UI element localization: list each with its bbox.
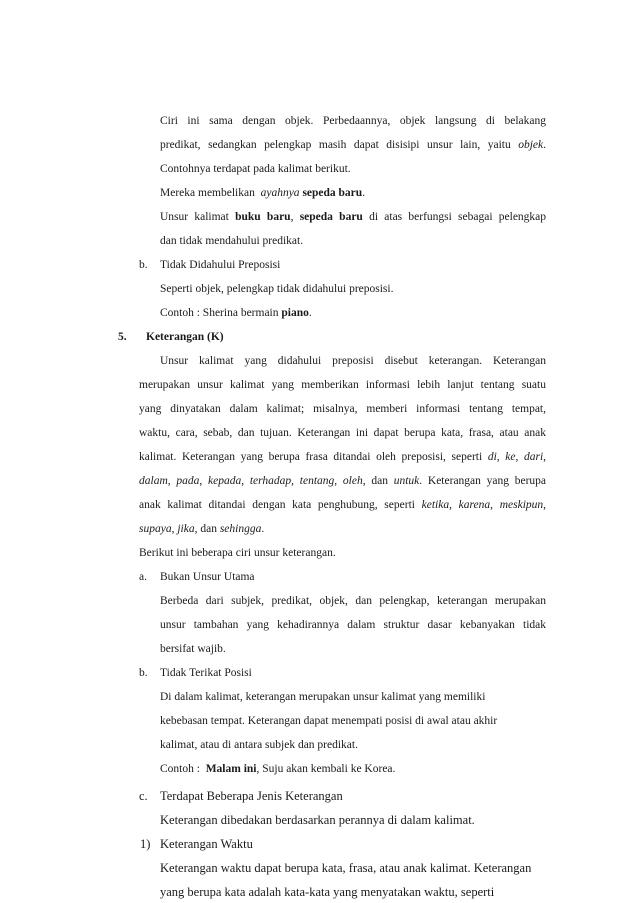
paragraph-line: yang dinyatakan dalam kalimat; misalnya, memberi informasi tentang tempat, <box>139 403 546 415</box>
paragraph-line: merupakan unsur kalimat yang memberikan informasi lebih lanjut tentang suatu <box>139 379 546 391</box>
section-heading: Keterangan (K) <box>146 331 224 343</box>
subsection-heading: Keterangan Waktu <box>160 837 253 851</box>
paragraph-line: Berbeda dari subjek, predikat, objek, dan pelengkap, keterangan merupakan <box>160 595 546 607</box>
paragraph-line: Berikut ini beberapa ciri unsur keterangan. <box>139 547 336 559</box>
paragraph-line: dalam, pada, kepada, terhadap, tentang, oleh, dan untuk. Keterangan yang berupa <box>139 475 547 487</box>
paragraph-line: dan tidak mendahului predikat. <box>160 235 304 247</box>
list-marker: c. <box>139 789 148 803</box>
paragraph-line: unsur tambahan yang kehadirannya dalam struktur dasar kebanyakan tidak <box>160 619 546 631</box>
paragraph-line: waktu, cara, sebab, dan tujuan. Keterangan ini dapat berupa kata, frasa, atau anak <box>139 427 546 439</box>
paragraph-line: yang berupa kata adalah kata-kata yang menyatakan waktu, seperti <box>160 885 495 899</box>
paragraph-line: Ciri ini sama dengan objek. Perbedaannya, objek langsung di belakang <box>160 115 546 127</box>
example-sentence: Contoh : Sherina bermain piano. <box>160 307 312 319</box>
example-sentence: Mereka membelikan ayahnya sepeda baru. <box>160 187 366 199</box>
subsection-heading: Bukan Unsur Utama <box>160 571 255 583</box>
list-marker: 1) <box>140 837 151 851</box>
paragraph-line: Unsur kalimat yang didahului preposisi disebut keterangan. Keterangan <box>160 355 546 367</box>
paragraph-line: kalimat. Keterangan yang berupa frasa ditandai oleh preposisi, seperti di, ke, dari, <box>139 451 547 463</box>
paragraph-line: Contohnya terdapat pada kalimat berikut. <box>160 163 351 175</box>
paragraph-line: bersifat wajib. <box>160 643 226 655</box>
subsection-heading: Tidak Didahului Preposisi <box>160 259 281 271</box>
paragraph-line: supaya, jika, dan sehingga. <box>139 523 265 535</box>
paragraph-line: kalimat, atau di antara subjek dan predikat. <box>160 739 358 751</box>
example-sentence: Contoh : Malam ini, Suju akan kembali ke Korea. <box>160 763 396 775</box>
list-marker: b. <box>139 259 148 271</box>
paragraph-line: predikat, sedangkan pelengkap masih dapat disisipi unsur lain, yaitu objek. <box>160 139 547 151</box>
section-number: 5. <box>118 331 127 343</box>
paragraph-line: anak kalimat ditandai dengan kata penghubung, seperti ketika, karena, meskipun, <box>139 499 547 511</box>
paragraph-line: Unsur kalimat buku baru, sepeda baru di atas berfungsi sebagai pelengkap <box>160 211 547 223</box>
paragraph-line: Seperti objek, pelengkap tidak didahului preposisi. <box>160 283 394 295</box>
paragraph-line: Keterangan waktu dapat berupa kata, frasa, atau anak kalimat. Keterangan <box>160 861 532 875</box>
paragraph-line: Keterangan dibedakan berdasarkan perannya di dalam kalimat. <box>160 813 475 827</box>
list-marker: b. <box>139 667 148 679</box>
subsection-heading: Tidak Terikat Posisi <box>160 667 252 679</box>
subsection-heading: Terdapat Beberapa Jenis Keterangan <box>160 789 343 803</box>
paragraph-line: kebebasan tempat. Keterangan dapat menempati posisi di awal atau akhir <box>160 715 498 727</box>
list-marker: a. <box>139 571 147 583</box>
paragraph-line: Di dalam kalimat, keterangan merupakan unsur kalimat yang memiliki <box>160 691 486 703</box>
